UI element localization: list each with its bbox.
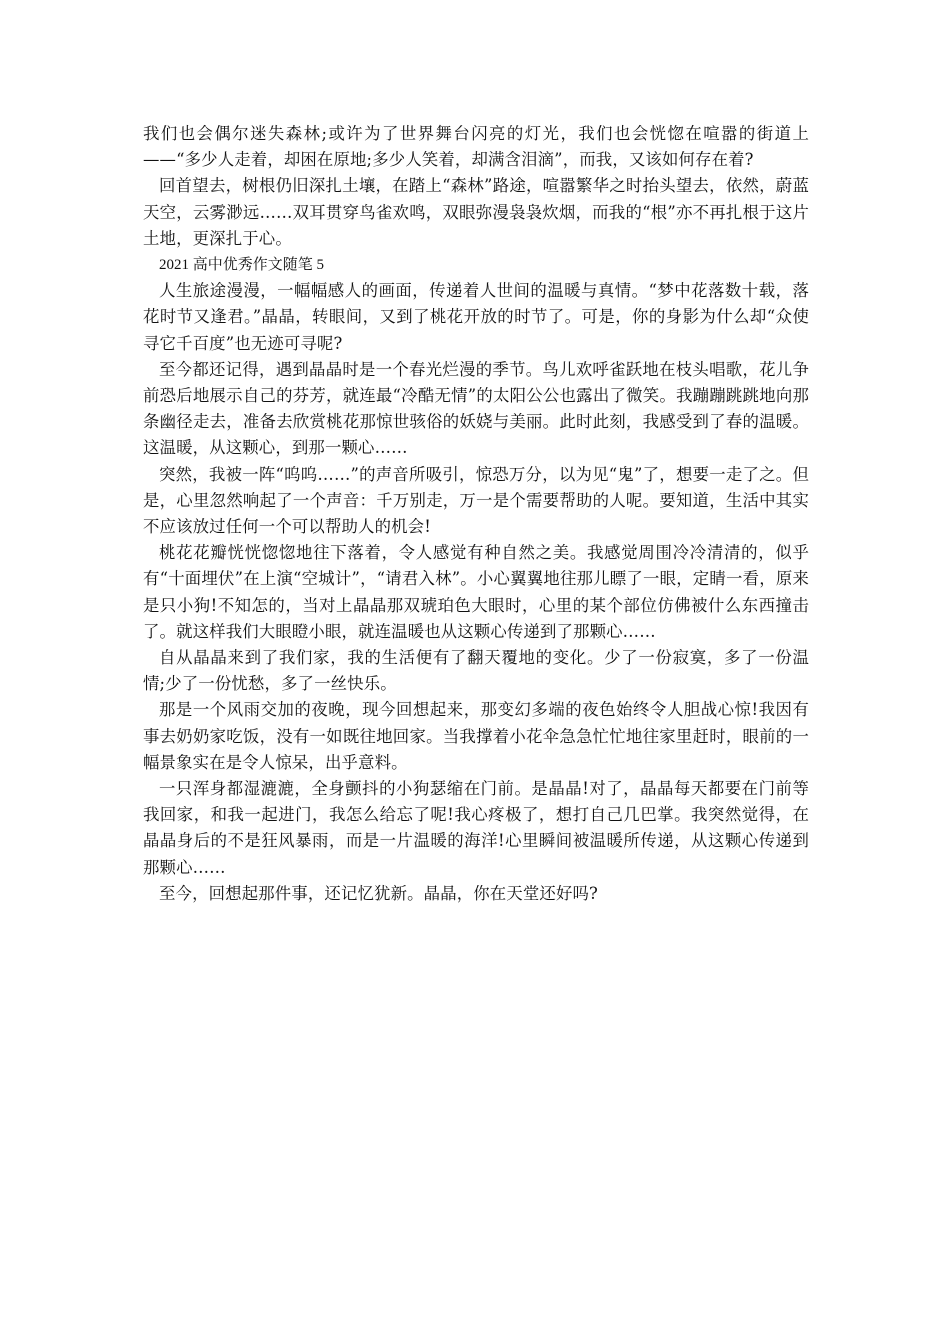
essay-paragraph: 至今都还记得，遇到晶晶时是一个春光烂漫的季节。鸟儿欢呼雀跃地在枝头唱歌，花儿争前恐后地展示自己的芬芳，就连最“冷酷无情”的太阳公公也露出了微笑。我蹦蹦跳跳地向那条幽径走去，准备去欣赏桃花那惊世骇俗的妖娆与美丽。此时此刻，我感受到了春的温暖。这温暖，从这颗心，到那一颗心…… bbox=[143, 359, 809, 458]
essay-paragraph: 桃花花瓣恍恍惚惚地往下落着，令人感觉有种自然之美。我感觉周围冷冷清清的，似乎有“十面埋伏”在上演“空城计”，“请君入林”。小心翼翼地往那儿瞟了一眼，定睛一看，原来是只小狗!不知怎的，当对上晶晶那双琥珀色大眼时，心里的某个部位仿佛被什么东西撞击了。就这样我们大眼瞪小眼，就连温暖也从这颗心传递到了那颗心…… bbox=[143, 543, 809, 641]
essay-heading: 2021 高中优秀作文随笔 5 bbox=[159, 257, 325, 274]
essay-paragraph: 人生旅途漫漫，一幅幅感人的画面，传递着人世间的温暖与真情。“梦中花落数十载，落花时节又逢君。”晶晶，转眼间，又到了桃花开放的时节了。可是，你的身影为什么却“众使寻它千百度”也无迹可寻呢? bbox=[143, 281, 809, 353]
paragraph-intro-continuation: 我们也会偶尔迷失森林;或许为了世界舞台闪亮的灯光，我们也会恍惚在喧嚣的街道上——“多少人走着，却困在原地;多少人笑着，却满含泪滴”，而我，又该如何存在着? bbox=[143, 124, 809, 170]
paragraph-intro-conclusion: 回首望去，树根仍旧深扎土壤，在踏上“森林”路途，喧嚣繁华之时抬头望去，依然，蔚蓝天空，云雾渺远……双耳贯穿鸟雀欢鸣，双眼弥漫袅袅炊烟，而我的“根”亦不再扎根于这片土地，更深扎于心。 bbox=[143, 176, 810, 248]
essay-paragraph: 突然，我被一阵“呜呜……”的声音所吸引，惊恐万分，以为见“鬼”了，想要一走了之。但是，心里忽然响起了一个声音：千万别走，万一是个需要帮助的人呢。要知道，生活中其实不应该放过任何一个可以帮助人的机会! bbox=[143, 464, 809, 537]
essay-paragraph: 一只浑身都湿漉漉，全身颤抖的小狗瑟缩在门前。是晶晶!对了，晶晶每天都要在门前等我回家，和我一起进门，我怎么给忘了呢!我心疼极了，想打自己几巴掌。我突然觉得，在晶晶身后的不是狂风暴雨，而是一片温暖的海洋!心里瞬间被温暖所传递，从这颗心传递到那颗心…… bbox=[143, 779, 809, 877]
essay-paragraph: 那是一个风雨交加的夜晚，现今回想起来，那变幻多端的夜色始终令人胆战心惊!我因有事去奶奶家吃饭，没有一如既往地回家。当我撑着小花伞急急忙忙地往家里赶时，眼前的一幅景象实在是令人惊呆，出乎意料。 bbox=[143, 700, 809, 772]
essay-paragraph: 自从晶晶来到了我们家，我的生活便有了翻天覆地的变化。少了一份寂寞，多了一份温情;少了一份忧愁，多了一丝快乐。 bbox=[143, 648, 809, 694]
document-page bbox=[143, 121, 809, 907]
essay-paragraph: 至今，回想起那件事，还记忆犹新。晶晶，你在天堂还好吗? bbox=[159, 883, 598, 903]
